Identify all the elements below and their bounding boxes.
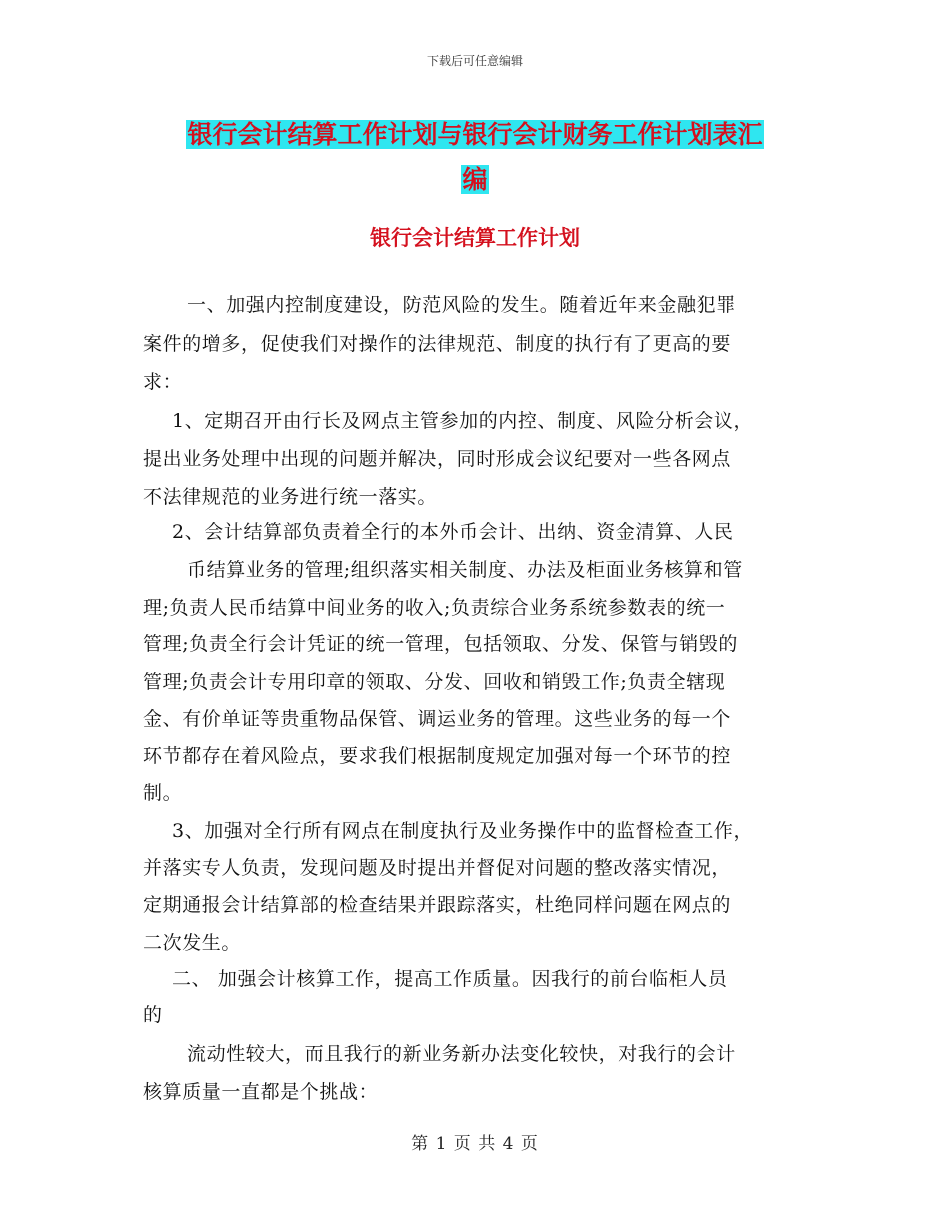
paragraph-line: 币结算业务的管理;组织落实相关制度、办法及柜面业务核算和管	[187, 559, 743, 581]
paragraph-line: 管理;负责会计专用印章的领取、分发、回收和销毁工作;负责全辖现	[143, 671, 726, 693]
paragraph-line: 的	[143, 1004, 163, 1026]
page-number-footer: 第 1 页 共 4 页	[411, 1134, 539, 1154]
section-heading: 银行会计结算工作计划	[370, 226, 580, 250]
paragraph-line: 案件的增多，促使我们对操作的法律规范、制度的执行有了更高的要	[143, 333, 732, 355]
paragraph-line: 金、有价单证等贵重物品保管、调运业务的管理。这些业务的每一个	[143, 708, 732, 730]
paragraph-line: 制。	[143, 782, 183, 804]
paragraph-line: 环节都存在着风险点，要求我们根据制度规定加强对每一个环节的控	[143, 745, 732, 767]
title-line-1: 银行会计结算工作计划与银行会计财务工作计划表汇	[187, 120, 763, 149]
header-note: 下载后可任意编辑	[426, 54, 523, 68]
paragraph-line: 理;负责人民币结算中间业务的收入;负责综合业务系统参数表的统一	[143, 597, 726, 619]
paragraph-line: 二次发生。	[143, 932, 242, 954]
paragraph-line: 不法律规范的业务进行统一落实。	[143, 486, 438, 508]
paragraph-line: 定期通报会计结算部的检查结果并跟踪落实，杜绝同样问题在网点的	[143, 894, 732, 916]
title-line-2: 编	[462, 165, 488, 194]
document-title	[0, 112, 950, 202]
paragraph-line: 二、 加强会计核算工作，提高工作质量。因我行的前台临柜人员	[172, 968, 728, 990]
paragraph-line: 求：	[143, 371, 183, 393]
paragraph-line: 提出业务处理中出现的问题并解决，同时形成会议纪要对一些各网点	[143, 448, 732, 470]
paragraph-line: 3、加强对全行所有网点在制度执行及业务操作中的监督检查工作，	[172, 820, 754, 842]
paragraph-line: 并落实专人负责，发现问题及时提出并督促对问题的整改落实情况，	[143, 857, 732, 879]
paragraph-line: 流动性较大，而且我行的新业务新办法变化较快，对我行的会计	[187, 1043, 736, 1065]
paragraph-line: 2、会计结算部负责着全行的本外币会计、出纳、资金清算、人民	[172, 521, 734, 543]
paragraph-line: 管理;负责全行会计凭证的统一管理，包括领取、分发、保管与销毁的	[143, 633, 739, 655]
paragraph-line: 1、定期召开由行长及网点主管参加的内控、制度、风险分析会议，	[172, 410, 754, 432]
paragraph-line: 一、加强内控制度建设，防范风险的发生。随着近年来金融犯罪	[187, 294, 736, 316]
paragraph-line: 核算质量一直都是个挑战：	[143, 1081, 379, 1103]
